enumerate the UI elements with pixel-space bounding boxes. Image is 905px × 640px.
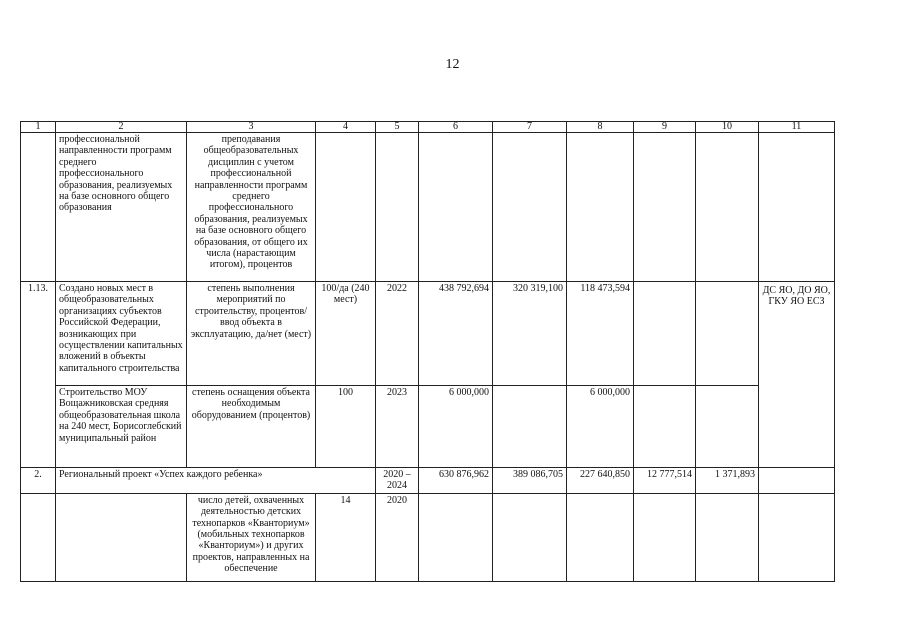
regional-budget-cell: 118 473,594 — [567, 282, 634, 386]
local-budget-cell — [634, 133, 696, 282]
local-budget-cell — [634, 282, 696, 386]
header-row — [21, 122, 835, 133]
year-cell: 2020 — [376, 493, 419, 581]
table-row — [21, 468, 835, 494]
indicator-value-cell: 14 — [316, 493, 376, 581]
row-number-cell: 2. — [21, 468, 56, 494]
year-cell: 2023 — [376, 386, 419, 468]
executor-cell — [759, 493, 835, 581]
other-sources-cell — [696, 386, 759, 468]
header-cell: 1 — [21, 122, 56, 133]
indicator-value-cell — [316, 133, 376, 282]
local-budget-cell — [634, 386, 696, 468]
header-cell: 10 — [696, 122, 759, 133]
indicator-cell: степень выполнения мероприятий по строительству, процентов/ ввод объекта в эксплуатацию, да/нет (мест) — [187, 282, 316, 386]
header-cell: 3 — [187, 122, 316, 133]
other-sources-cell — [696, 493, 759, 581]
program-table — [20, 121, 835, 582]
indicator-value-cell: 100 — [316, 386, 376, 468]
page-number: 12 — [445, 57, 460, 72]
regional-budget-cell: 6 000,000 — [567, 386, 634, 468]
total-cell: 438 792,694 — [419, 282, 493, 386]
header-cell: 9 — [634, 122, 696, 133]
measure-name-cell — [56, 493, 187, 581]
federal-budget-cell — [493, 386, 567, 468]
regional-budget-cell — [567, 493, 634, 581]
header-cell: 8 — [567, 122, 634, 133]
other-sources-cell: 1 371,893 — [696, 468, 759, 494]
row-number-cell: 1.13. — [21, 282, 56, 468]
row-number-cell — [21, 493, 56, 581]
table-row — [21, 133, 835, 282]
federal-budget-cell: 389 086,705 — [493, 468, 567, 494]
measure-name-cell: профессиональной направленности программ среднего профессионального образования, реализуемых на базе основного общего образования — [56, 133, 187, 282]
indicator-value-cell: 100/да (240 мест) — [316, 282, 376, 386]
indicator-cell: преподавания общеобразовательных дисциплин с учетом профессиональной направленности программ среднего профессионального образования, реализуемых на базе основного общего образования, от общего их числа (нарастающим итогом), процентов — [187, 133, 316, 282]
total-cell — [419, 493, 493, 581]
executor-cell — [759, 468, 835, 494]
row-number-cell — [21, 133, 56, 282]
total-cell: 6 000,000 — [419, 386, 493, 468]
header-cell: 4 — [316, 122, 376, 133]
year-cell: 2020 – 2024 — [376, 468, 419, 494]
measure-name-cell: Строительство МОУ Вощажниковская средняя общеобразовательная школа на 240 мест, Борисоглебский муниципальный район — [56, 386, 187, 468]
executor-cell — [759, 133, 835, 282]
table-row — [21, 386, 835, 468]
header-cell: 2 — [56, 122, 187, 133]
federal-budget-cell: 320 319,100 — [493, 282, 567, 386]
local-budget-cell: 12 777,514 — [634, 468, 696, 494]
other-sources-cell — [696, 282, 759, 386]
federal-budget-cell — [493, 133, 567, 282]
table-row — [21, 282, 835, 386]
project-name-cell: Региональный проект «Успех каждого ребенка» — [56, 468, 376, 494]
regional-budget-cell — [567, 133, 634, 282]
header-cell: 7 — [493, 122, 567, 133]
total-cell — [419, 133, 493, 282]
measure-name-cell: Создано новых мест в общеобразовательных организациях субъектов Российской Федерации, возникающих при осуществлении капитальных вложений в объекты капитального строительства — [56, 282, 187, 386]
year-cell — [376, 133, 419, 282]
executor-cell: ДС ЯО, ДО ЯО, ГКУ ЯО ЕСЗ — [759, 282, 835, 468]
local-budget-cell — [634, 493, 696, 581]
header-cell: 5 — [376, 122, 419, 133]
table-row — [21, 493, 835, 581]
indicator-cell: число детей, охваченных деятельностью детских технопарков «Кванториум» (мобильных технопарков «Кванториум») и других проектов, направленных на обеспечение — [187, 493, 316, 581]
other-sources-cell — [696, 133, 759, 282]
year-cell: 2022 — [376, 282, 419, 386]
federal-budget-cell — [493, 493, 567, 581]
indicator-cell: степень оснащения объекта необходимым оборудованием (процентов) — [187, 386, 316, 468]
regional-budget-cell: 227 640,850 — [567, 468, 634, 494]
total-cell: 630 876,962 — [419, 468, 493, 494]
header-cell: 6 — [419, 122, 493, 133]
header-cell: 11 — [759, 122, 835, 133]
